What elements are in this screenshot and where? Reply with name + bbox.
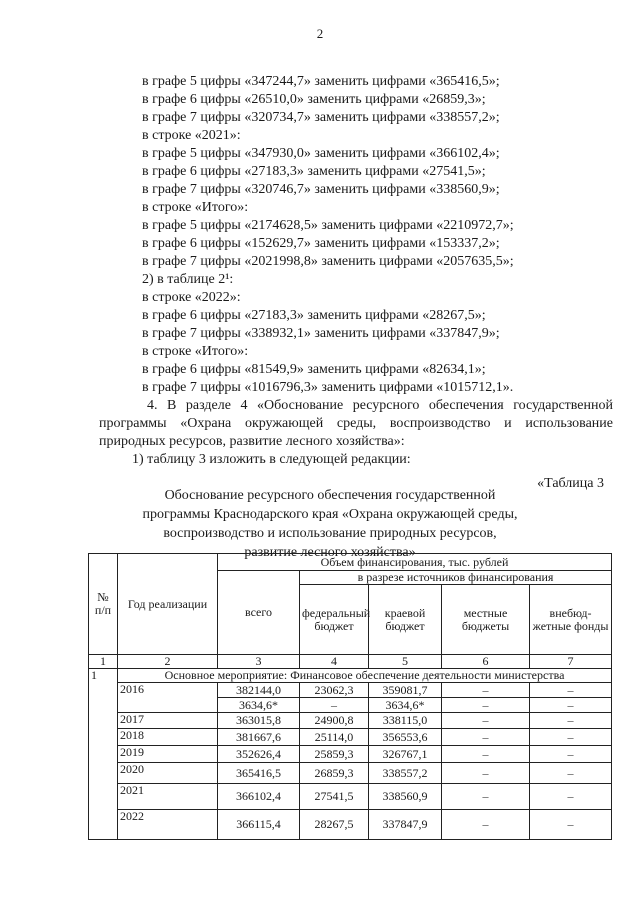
total-cell: 381667,6 <box>218 729 300 746</box>
offbudget-cell: – <box>530 729 612 746</box>
text-line: в строке «Итого»: <box>142 200 249 215</box>
text-line: природных ресурсов, развитие лесного хозяйства»: <box>99 434 405 449</box>
regional-cell: 337847,9 <box>369 810 442 840</box>
header-num: № п/п <box>89 554 118 655</box>
offbudget-cell: – <box>530 763 612 784</box>
text-line: в графе 6 цифры «26510,0» заменить цифрами «26859,3»; <box>142 92 486 107</box>
financing-table <box>88 553 612 840</box>
column-number: 1 <box>89 655 118 669</box>
column-number: 4 <box>300 655 369 669</box>
year-cell: 2021 <box>118 784 218 810</box>
regional-cell: 356553,6 <box>369 729 442 746</box>
table-row <box>89 683 612 698</box>
total-cell: 363015,8 <box>218 713 300 729</box>
title-line: развитие лесного хозяйства» <box>244 545 416 560</box>
header-year: Год реализации <box>118 554 218 655</box>
total-cell: 352626,4 <box>218 746 300 763</box>
title-line: программы Краснодарского края «Охрана окружающей среды, <box>142 507 518 522</box>
column-number: 6 <box>442 655 530 669</box>
federal-cell: – <box>300 698 369 713</box>
total-cell: 366102,4 <box>218 784 300 810</box>
year-cell: 2022 <box>118 810 218 840</box>
federal-cell: 27541,5 <box>300 784 369 810</box>
header-row <box>89 554 612 571</box>
table-row <box>89 784 612 810</box>
total-cell: 3634,6* <box>218 698 300 713</box>
table-label: «Таблица 3 <box>537 476 604 491</box>
column-number: 2 <box>118 655 218 669</box>
total-cell: 365416,5 <box>218 763 300 784</box>
table-row <box>89 810 612 840</box>
text-line: в графе 7 цифры «320746,7» заменить цифрами «338560,9»; <box>142 182 500 197</box>
title-line: воспроизводство и использование природных ресурсов, <box>163 526 497 541</box>
total-cell: 366115,4 <box>218 810 300 840</box>
activity-row <box>89 669 612 683</box>
regional-cell: 326767,1 <box>369 746 442 763</box>
year-cell: 2016 <box>118 683 218 713</box>
header-federal: федеральный бюджет <box>300 585 369 655</box>
text-line: в строке «2021»: <box>142 128 241 143</box>
table-row <box>89 763 612 784</box>
local-cell: – <box>442 746 530 763</box>
regional-cell: 338560,9 <box>369 784 442 810</box>
offbudget-cell: – <box>530 683 612 698</box>
table-row <box>89 729 612 746</box>
column-number: 3 <box>218 655 300 669</box>
regional-cell: 338115,0 <box>369 713 442 729</box>
text-line: в графе 7 цифры «1016796,3» заменить цифрами «1015712,1». <box>142 380 514 395</box>
regional-cell: 338557,2 <box>369 763 442 784</box>
text-line: в графе 6 цифры «152629,7» заменить цифрами «153337,2»; <box>142 236 500 251</box>
year-cell: 2019 <box>118 746 218 763</box>
header-sources: в разрезе источников финансирования <box>300 571 612 585</box>
year-cell: 2017 <box>118 713 218 729</box>
local-cell: – <box>442 763 530 784</box>
federal-cell: 28267,5 <box>300 810 369 840</box>
text-line: в графе 6 цифры «81549,9» заменить цифрами «82634,1»; <box>142 362 486 377</box>
header-offbudget: внебюд-жетные фонды <box>530 585 612 655</box>
local-cell: – <box>442 698 530 713</box>
total-cell: 382144,0 <box>218 683 300 698</box>
activity-name: Основное мероприятие: Финансовое обеспечение деятельности министерства <box>118 669 612 683</box>
text-line: в графе 7 цифры «320734,7» заменить цифрами «338557,2»; <box>142 110 500 125</box>
regional-cell: 3634,6* <box>369 698 442 713</box>
column-number-row <box>89 655 612 669</box>
text-line: в графе 6 цифры «27183,3» заменить цифрами «28267,5»; <box>142 308 486 323</box>
federal-cell: 23062,3 <box>300 683 369 698</box>
table-title <box>120 486 540 562</box>
row-number: 1 <box>89 669 118 840</box>
year-cell: 2018 <box>118 729 218 746</box>
offbudget-cell: – <box>530 784 612 810</box>
text-line: в строке «2022»: <box>142 290 241 305</box>
header-local: местные бюджеты <box>442 585 530 655</box>
regional-cell: 359081,7 <box>369 683 442 698</box>
text-line: в графе 7 цифры «338932,1» заменить цифрами «337847,9»; <box>142 326 500 341</box>
local-cell: – <box>442 683 530 698</box>
text-line: в графе 5 цифры «2174628,5» заменить цифрами «2210972,7»; <box>142 218 514 233</box>
federal-cell: 25114,0 <box>300 729 369 746</box>
offbudget-cell: – <box>530 698 612 713</box>
local-cell: – <box>442 729 530 746</box>
text-line: в графе 5 цифры «347930,0» заменить цифрами «366102,4»; <box>142 146 500 161</box>
local-cell: – <box>442 713 530 729</box>
title-line: Обоснование ресурсного обеспечения государственной <box>164 488 496 503</box>
table-row <box>89 713 612 729</box>
offbudget-cell: – <box>530 746 612 763</box>
year-cell: 2020 <box>118 763 218 784</box>
federal-cell: 24900,8 <box>300 713 369 729</box>
federal-cell: 25859,3 <box>300 746 369 763</box>
text-line: 2) в таблице 2¹: <box>142 272 234 287</box>
table-row <box>89 746 612 763</box>
local-cell: – <box>442 784 530 810</box>
offbudget-cell: – <box>530 713 612 729</box>
offbudget-cell: – <box>530 810 612 840</box>
header-volume: Объем финансирования, тыс. рублей <box>218 554 612 571</box>
text-line: в графе 6 цифры «27183,3» заменить цифрами «27541,5»; <box>142 164 486 179</box>
text-line: 4. В разделе 4 «Обоснование ресурсного обеспечения государственной <box>147 398 613 413</box>
text-line: программы «Охрана окружающей среды, воспроизводство и использование <box>99 416 613 431</box>
text-line: в графе 5 цифры «347244,7» заменить цифрами «365416,5»; <box>142 74 500 89</box>
column-number: 7 <box>530 655 612 669</box>
local-cell: – <box>442 810 530 840</box>
page-number: 2 <box>316 26 324 41</box>
text-line: 1) таблицу 3 изложить в следующей редакции: <box>132 452 411 467</box>
text-line: в строке «Итого»: <box>142 344 249 359</box>
header-regional: краевой бюджет <box>369 585 442 655</box>
header-total: всего <box>218 571 300 655</box>
column-number: 5 <box>369 655 442 669</box>
text-line: в графе 7 цифры «2021998,8» заменить цифрами «2057635,5»; <box>142 254 514 269</box>
federal-cell: 26859,3 <box>300 763 369 784</box>
